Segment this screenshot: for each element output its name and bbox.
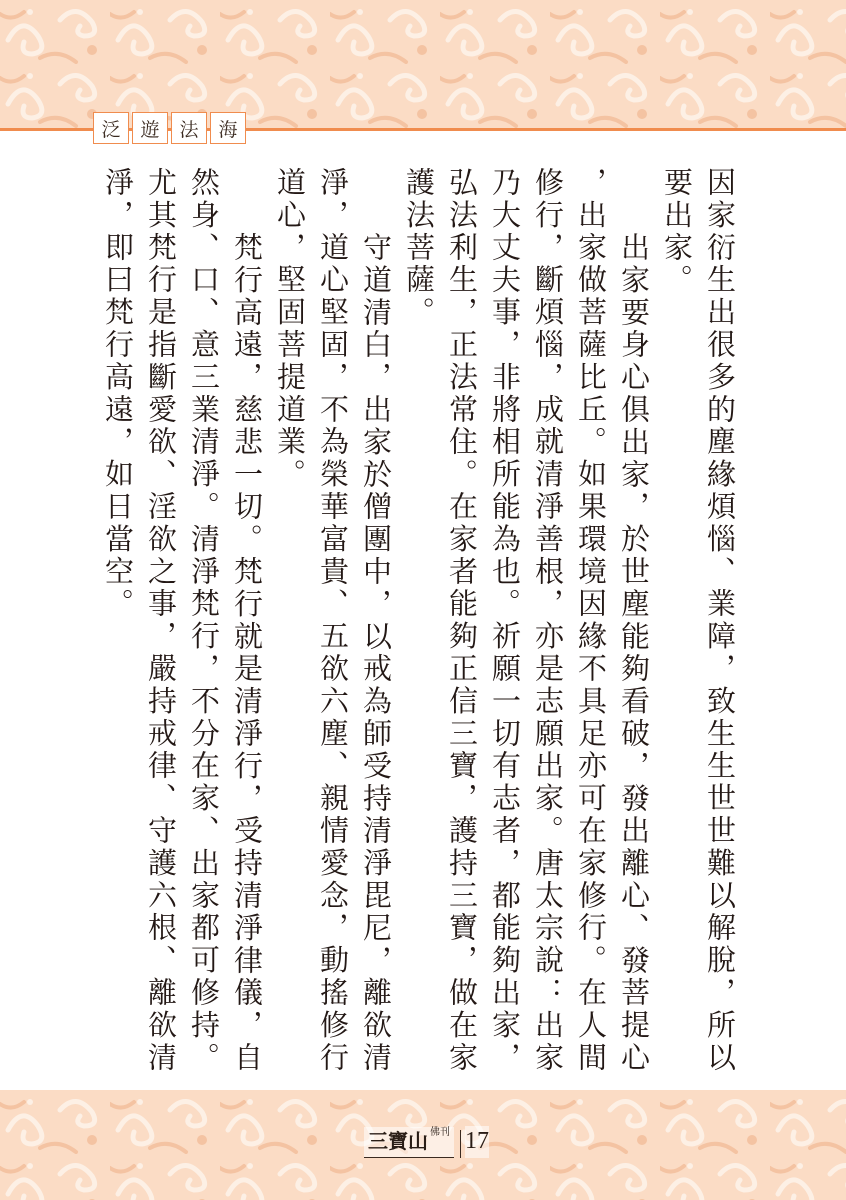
publication-suffix: 佛刊 [430, 1127, 450, 1138]
publication-name: 三寶山 [368, 1129, 428, 1153]
text-column: 道心，堅固菩提道業。 [273, 167, 307, 491]
text-column: 要出家。 [660, 167, 694, 297]
text-column: 出家要身心俱出家，於世塵能夠看破，發出離心、發菩提心 [617, 232, 651, 1075]
text-column: 修行，斷煩惱，成就清淨善根，亦是志願出家。唐太宗說：出家 [531, 167, 565, 1075]
text-column: 護法菩薩。 [402, 167, 436, 329]
section-title-char: 海 [210, 112, 246, 144]
page-number: 17 [465, 1126, 489, 1158]
text-column: 乃大丈夫事，非將相所能為也。祈願一切有志者，都能夠出家， [488, 167, 522, 1075]
text-column: 弘法利生，正法常住。在家者能夠正信三寶，護持三寶，做在家 [445, 167, 479, 1075]
text-column: 淨，即曰梵行高遠，如日當空。 [101, 167, 135, 621]
text-column: 尤其梵行是指斷愛欲、淫欲之事，嚴持戒律、守護六根、離欲清 [144, 167, 178, 1075]
section-title-char: 法 [171, 112, 207, 144]
section-title [93, 112, 246, 144]
section-title-char: 泛 [93, 112, 129, 144]
publication-label [364, 1127, 454, 1158]
text-column: ，出家做菩薩比丘。如果環境因緣不具足亦可在家修行。在人間 [574, 167, 608, 1075]
text-column: 然身、口、意三業清淨。清淨梵行，不分在家、出家都可修持。 [187, 167, 221, 1075]
page-footer [364, 1122, 489, 1158]
text-column: 淨，道心堅固，不為榮華富貴、五欲六塵、親情愛念，動搖修行 [316, 167, 350, 1075]
text-column: 因家衍生出很多的塵緣煩惱、業障，致生生世世難以解脫，所以 [703, 167, 737, 1075]
text-column: 守道清白，出家於僧團中，以戒為師受持清淨毘尼，離欲清 [359, 232, 393, 1075]
text-column: 梵行高遠，慈悲一切。梵行就是清淨行，受持清淨律儀，自 [230, 232, 264, 1075]
section-title-char: 遊 [132, 112, 168, 144]
header-decoration [0, 0, 846, 128]
footer-divider [460, 1130, 461, 1158]
